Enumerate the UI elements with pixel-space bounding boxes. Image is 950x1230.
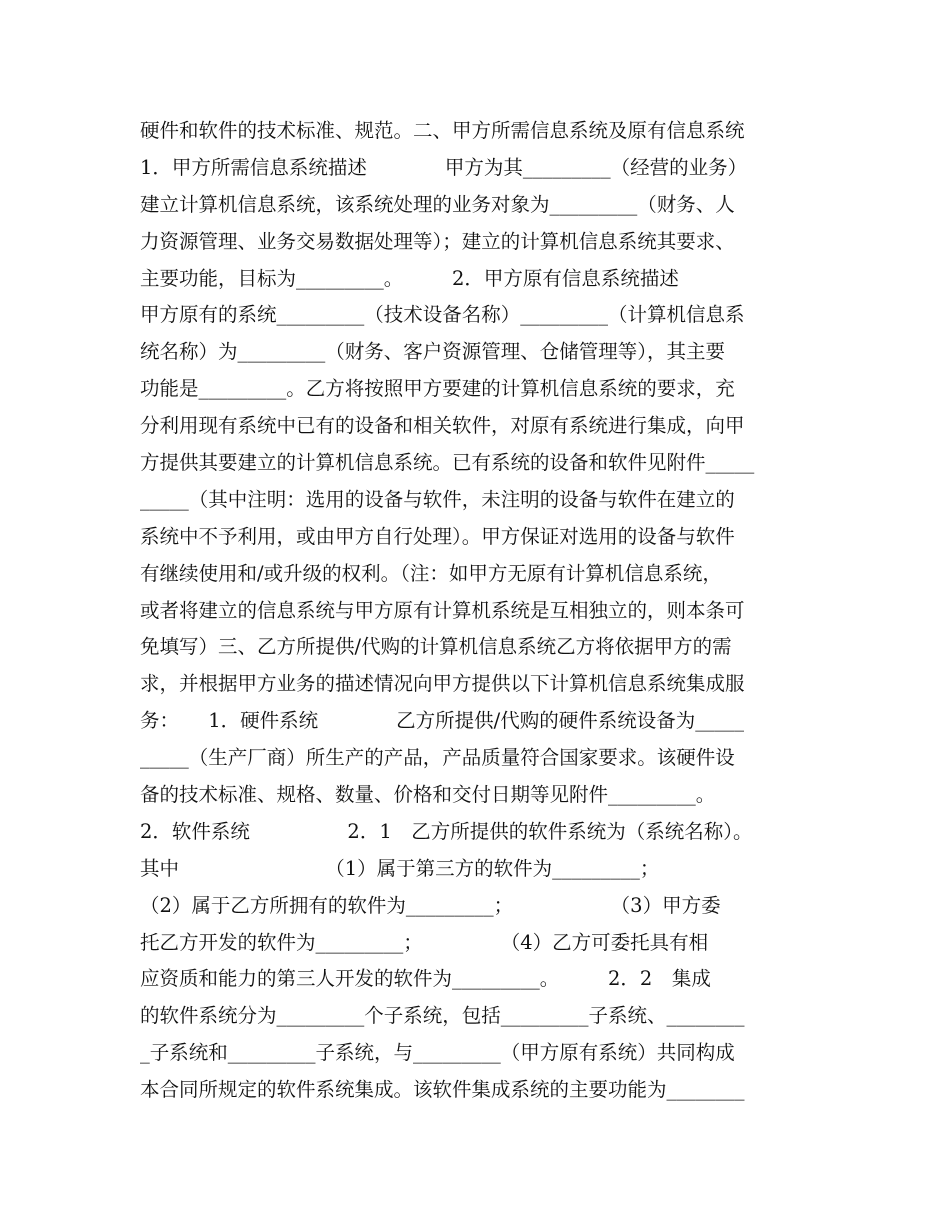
text-line: 本合同所规定的软件系统集成。该软件集成系统的主要功能为________ — [140, 1078, 745, 1102]
text-line: 备的技术标准、规格、数量、价格和交付日期等见附件_________。 — [140, 783, 716, 807]
text-line: 方提供其要建立的计算机信息系统。已有系统的设备和软件见附件_____ — [140, 451, 755, 475]
text-line: 分利用现有系统中已有的设备和相关软件，对原有系统进行集成，向甲 — [140, 414, 745, 438]
text-line: 力资源管理、业务交易数据处理等）；建立的计算机信息系统其要求、 — [140, 229, 735, 253]
text-line: 系统中不予利用，或由甲方自行处理）。甲方保证对选用的设备与软件 — [140, 524, 735, 548]
text-line: _子系统和_________子系统，与_________（甲方原有系统）共同构成 — [140, 1041, 735, 1065]
text-line: 主要功能，目标为_________。 2．甲方原有信息系统描述 — [140, 266, 679, 290]
text-line: 托乙方开发的软件为_________； （4）乙方可委托具有相 — [140, 930, 709, 954]
text-line: 其中 （1）属于第三方的软件为_________； — [140, 856, 660, 880]
text-line: 硬件和软件的技术标准、规范。二、甲方所需信息系统及原有信息系统 — [140, 119, 745, 142]
text-line: 建立计算机信息系统，该系统处理的业务对象为_________（财务、人 — [140, 192, 735, 216]
text-line: 1．甲方所需信息系统描述 甲方为其_________（经营的业务） — [140, 155, 748, 179]
text-line: 甲方原有的系统_________（技术设备名称）_________（计算机信息系 — [140, 303, 745, 327]
text-line: _____（其中注明：选用的设备与软件，未注明的设备与软件在建立的 — [140, 487, 735, 511]
text-line: 功能是_________。乙方将按照甲方要建的计算机信息系统的要求，充 — [140, 377, 735, 401]
contract-body-text — [140, 113, 812, 1109]
text-line: 或者将建立的信息系统与甲方原有计算机系统是互相独立的，则本条可 — [140, 598, 745, 622]
text-line: 统名称）为_________（财务、客户资源管理、仓储管理等），其主要 — [140, 340, 726, 364]
text-line: 的软件系统分为_________个子系统，包括_________子系统、________ — [140, 1004, 745, 1028]
text-line: 务： 1．硬件系统 乙方所提供/代购的硬件系统设备为_____ — [140, 709, 744, 733]
text-line: 求，并根据甲方业务的描述情况向甲方提供以下计算机信息系统集成服 — [140, 672, 745, 696]
text-line: 应资质和能力的第三人开发的软件为_________。 2．2 集成 — [140, 967, 711, 991]
text-line: 2．软件系统 2．1 乙方所提供的软件系统为（系统名称）。 — [140, 819, 753, 843]
text-line: _____（生产厂商）所生产的产品，产品质量符合国家要求。该硬件设 — [140, 746, 735, 770]
text-line: 免填写）三、乙方所提供/代购的计算机信息系统乙方将依据甲方的需 — [140, 635, 732, 659]
text-line: 有继续使用和/或升级的权利。（注：如甲方无原有计算机信息系统， — [140, 561, 722, 585]
text-line: （2）属于乙方所拥有的软件为_________； （3）甲方委 — [140, 893, 721, 917]
